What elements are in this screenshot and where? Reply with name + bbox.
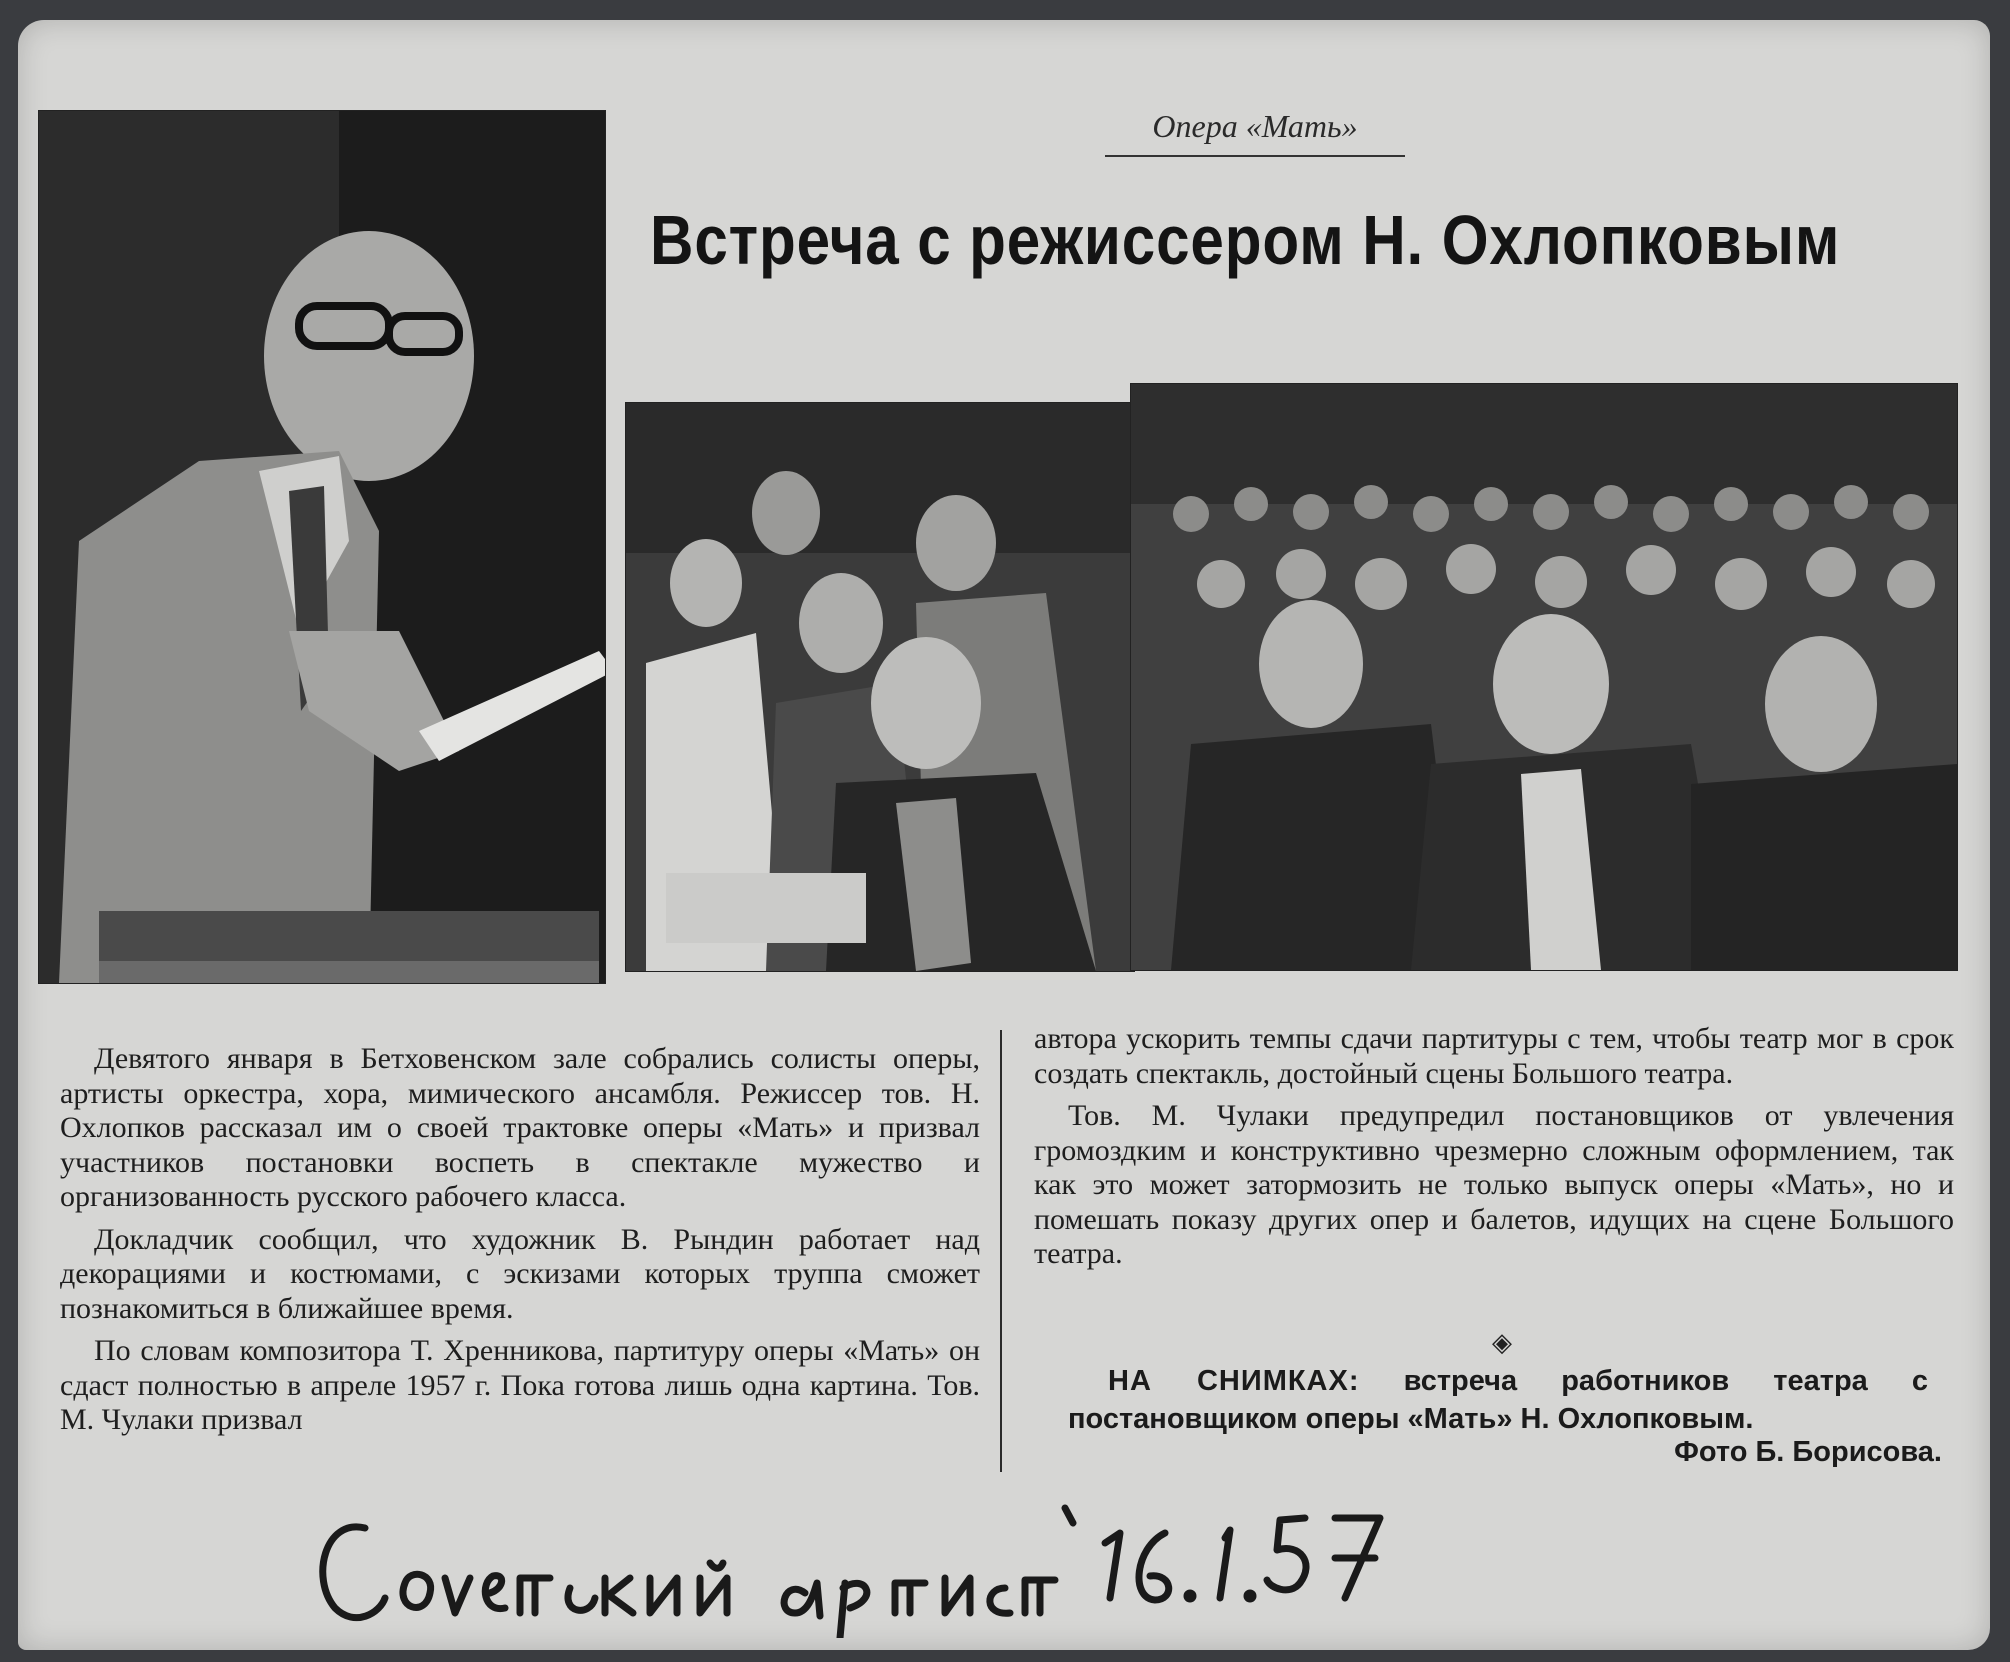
- body-column-left: [60, 1042, 980, 1446]
- body-paragraph: Докладчик сообщил, что художник В. Рындин работает над декорациями и костюмами, с эскизами которых труппа сможет познакомиться в ближайшее время.: [60, 1222, 980, 1325]
- photo-credit: Фото Б. Борисова.: [1674, 1436, 1942, 1468]
- photo-speaker-image: [39, 111, 605, 983]
- article-kicker: Опера «Мать»: [1105, 108, 1405, 157]
- photo-speaker: [38, 110, 606, 984]
- body-paragraph: автора ускорить темпы сдачи партитуры с тем, чтобы театр мог в срок создать спектакль, достойный сцены Большого театра.: [1034, 1022, 1954, 1090]
- body-column-right: [1034, 1022, 1954, 1280]
- caption-lead: НА СНИМКАХ:: [1108, 1365, 1360, 1397]
- photo-audience: [1130, 383, 1958, 971]
- handwriting-image: [305, 1488, 1605, 1638]
- column-divider: [1000, 1030, 1002, 1472]
- photo-caption: [1068, 1362, 1928, 1438]
- photo-group: [625, 402, 1135, 972]
- handwritten-annotation: [305, 1488, 1605, 1638]
- body-paragraph: По словам композитора Т. Хренникова, партитуру оперы «Мать» он сдаст полностью в апреле 1957 г. Пока готова лишь одна картина. Тов. М. Чулаки призвал: [60, 1334, 980, 1436]
- body-paragraph: Девятого января в Бетховенском зале собрались солисты оперы, артисты оркестра, хора, мимического ансамбля. Режиссер тов. Н. Охлопков рассказал им о своей трактовке оперы «Мать» и призвал участников постановки воспеть в спектакле мужество и организованность русского рабочего класса.: [60, 1042, 980, 1213]
- body-paragraph: Тов. М. Чулаки предупредил постановщиков от увлечения громоздким и конструктивно чрезмерно сложным оформлением, так как это может затормозить не только выпуск оперы «Мать», но и помешать показу других опер и балетов, идущих на сцене Большого театра.: [1034, 1099, 1954, 1270]
- photo-audience-image: [1131, 384, 1957, 970]
- photo-group-image: [626, 403, 1134, 971]
- ornament-icon: ◈: [1492, 1328, 1512, 1357]
- article-headline: Встреча с режиссером Н. Охлопковым: [650, 201, 1841, 279]
- caption-text: встреча работников театра с постановщиком оперы «Мать» Н. Охлопковым.: [1068, 1365, 1928, 1435]
